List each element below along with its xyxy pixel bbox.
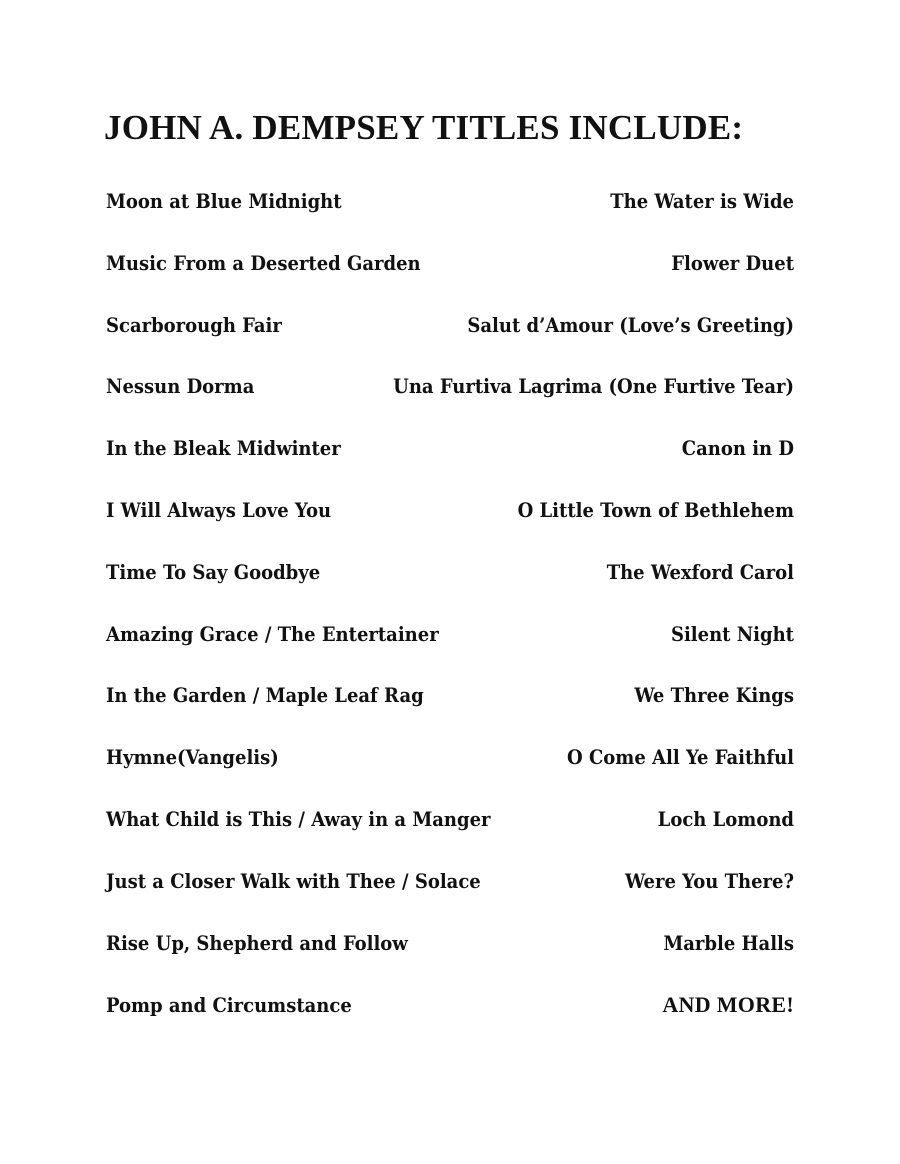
title-row (106, 992, 794, 1054)
title-left: What Child is This / Away in a Manger (106, 806, 491, 831)
title-row (106, 560, 794, 622)
title-row (106, 313, 794, 375)
title-right: O Little Town of Bethlehem (517, 497, 794, 522)
title-row (106, 189, 794, 251)
title-row (106, 869, 794, 931)
title-left: Scarborough Fair (106, 312, 282, 337)
title-left: Music From a Deserted Garden (106, 250, 421, 275)
title-left: In the Bleak Midwinter (106, 436, 341, 461)
title-right: Flower Duet (671, 250, 794, 275)
title-row (106, 745, 794, 807)
title-right: Were You There? (624, 868, 794, 893)
title-right: Canon in D (681, 436, 794, 461)
title-row (106, 374, 794, 436)
page-title: JOHN A. DEMPSEY TITLES INCLUDE: (104, 108, 744, 147)
title-row (106, 622, 794, 684)
title-right: The Water is Wide (610, 189, 794, 213)
title-right: Silent Night (670, 621, 794, 646)
title-row (106, 251, 794, 313)
title-row (106, 683, 794, 745)
title-row (106, 807, 794, 869)
title-right: The Wexford Carol (606, 559, 794, 584)
title-right: O Come All Ye Faithful (567, 745, 794, 770)
title-row (106, 498, 794, 560)
title-row (106, 436, 794, 498)
title-left: Rise Up, Shepherd and Follow (106, 930, 408, 955)
title-left: Time To Say Goodbye (106, 559, 321, 584)
title-right: Loch Lomond (657, 806, 794, 831)
title-left: Hymne(Vangelis) (106, 745, 279, 770)
title-row (106, 931, 794, 993)
title-right: Salut d’Amour (Love’s Greeting) (467, 312, 794, 337)
title-left: In the Garden / Maple Leaf Rag (106, 683, 424, 708)
title-left: Just a Closer Walk with Thee / Solace (106, 868, 481, 893)
title-left: Nessun Dorma (106, 374, 255, 399)
title-left: Moon at Blue Midnight (106, 189, 342, 213)
and-more-label: AND MORE! (662, 992, 794, 1018)
title-left: I Will Always Love You (106, 497, 332, 522)
title-right: We Three Kings (634, 683, 794, 708)
title-left: Pomp and Circumstance (106, 993, 352, 1018)
title-right: Marble Halls (663, 930, 794, 955)
title-left: Amazing Grace / The Entertainer (106, 621, 439, 646)
titles-list (106, 189, 794, 1054)
title-right: Una Furtiva Lagrima (One Furtive Tear) (393, 374, 794, 399)
